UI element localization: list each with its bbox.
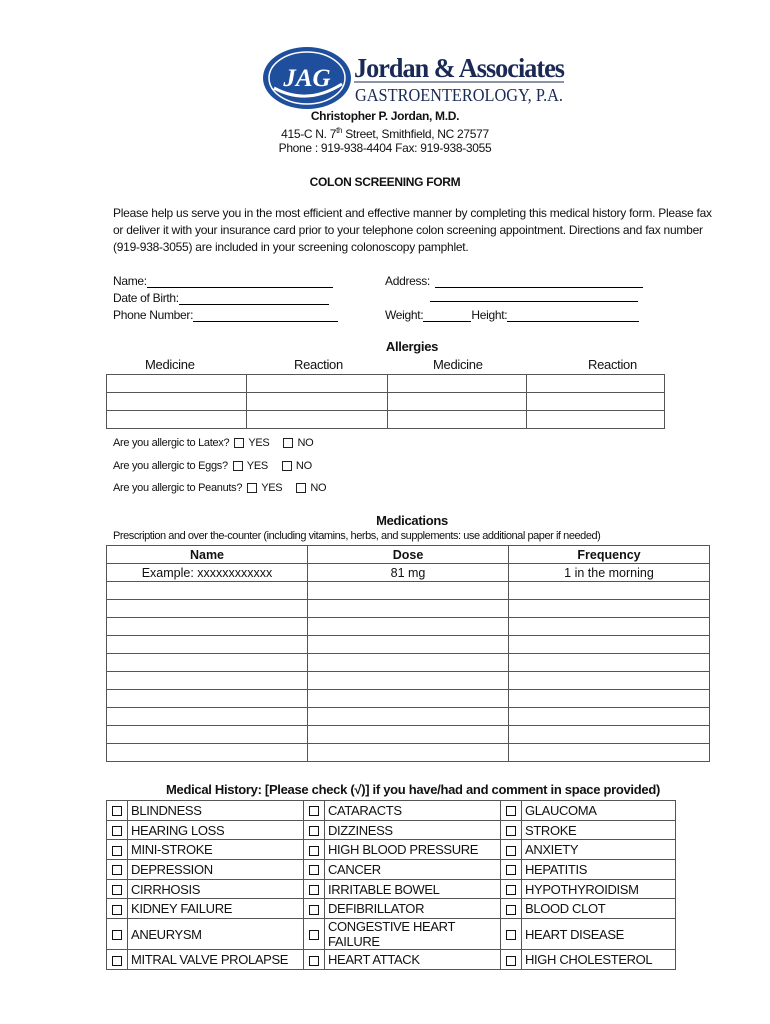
condition-checkbox[interactable]	[107, 950, 128, 970]
medication-dose-cell[interactable]	[308, 672, 509, 690]
condition-checkbox[interactable]	[501, 899, 522, 919]
condition-checkbox[interactable]	[304, 919, 325, 950]
medication-dose-cell[interactable]	[308, 618, 509, 636]
medical-history-row	[107, 879, 676, 899]
medication-dose-cell[interactable]	[308, 744, 509, 762]
condition-label: CONGESTIVE HEART FAILURE	[325, 919, 501, 950]
medications-subtitle: Prescription and over the-counter (including vitamins, herbs, and supplements: use additional paper if needed)	[113, 530, 601, 542]
weight-height-field[interactable]	[385, 306, 639, 322]
condition-checkbox[interactable]	[501, 840, 522, 860]
medications-title: Medications	[376, 513, 448, 528]
address-field[interactable]	[385, 272, 643, 288]
medication-row	[107, 600, 710, 618]
medication-row	[107, 690, 710, 708]
medical-history-title: Medical History: [Please check (√)] if you have/had and comment in space provided)	[165, 782, 660, 797]
condition-checkbox[interactable]	[304, 840, 325, 860]
condition-label: MITRAL VALVE PROLAPSE	[128, 950, 304, 970]
address-line-2[interactable]	[430, 289, 638, 302]
condition-checkbox[interactable]	[501, 919, 522, 950]
medication-row	[107, 744, 710, 762]
allergy-reaction-header-2: Reaction	[588, 357, 637, 372]
condition-label: CANCER	[325, 860, 501, 880]
example-name: Example: xxxxxxxxxxxx	[107, 564, 308, 582]
condition-checkbox[interactable]	[501, 801, 522, 821]
allergy-medicine-header-2: Medicine	[433, 357, 483, 372]
medication-dose-cell[interactable]	[308, 636, 509, 654]
logo-name: Jordan & Associates	[354, 53, 565, 83]
medication-frequency-cell[interactable]	[509, 654, 710, 672]
condition-label: HIGH CHOLESTEROL	[522, 950, 676, 970]
peanuts-yes-checkbox[interactable]	[247, 483, 257, 493]
medication-row	[107, 618, 710, 636]
condition-label: DEFIBRILLATOR	[325, 899, 501, 919]
medication-row	[107, 582, 710, 600]
form-title: COLON SCREENING FORM	[309, 175, 461, 189]
medication-row	[107, 636, 710, 654]
condition-label: DIZZINESS	[325, 820, 501, 840]
medication-name-cell[interactable]	[107, 708, 308, 726]
condition-checkbox[interactable]	[501, 950, 522, 970]
latex-allergy-question: Are you allergic to Latex? YES NO	[113, 437, 314, 449]
medical-history-row	[107, 820, 676, 840]
condition-label: HEART DISEASE	[522, 919, 676, 950]
phone-field[interactable]	[113, 306, 338, 322]
weight-label: Weight:	[385, 308, 424, 322]
allergies-table	[106, 374, 665, 429]
medication-frequency-cell[interactable]	[509, 618, 710, 636]
medication-row	[107, 726, 710, 744]
condition-checkbox[interactable]	[107, 919, 128, 950]
eggs-no-checkbox[interactable]	[282, 461, 292, 471]
phone-label: Phone Number:	[113, 308, 194, 322]
peanuts-allergy-question: Are you allergic to Peanuts? YES NO	[113, 482, 327, 494]
med-frequency-header: Frequency	[509, 546, 710, 564]
medication-frequency-cell[interactable]	[509, 690, 710, 708]
dob-label: Date of Birth:	[113, 291, 179, 305]
eggs-yes-checkbox[interactable]	[233, 461, 243, 471]
medication-dose-cell[interactable]	[308, 726, 509, 744]
condition-checkbox[interactable]	[107, 801, 128, 821]
condition-checkbox[interactable]	[304, 820, 325, 840]
doctor-name: Christopher P. Jordan, M.D.	[310, 109, 460, 123]
condition-checkbox[interactable]	[501, 860, 522, 880]
medication-dose-cell[interactable]	[308, 690, 509, 708]
medication-frequency-cell[interactable]	[509, 708, 710, 726]
medication-dose-cell[interactable]	[308, 708, 509, 726]
condition-checkbox[interactable]	[107, 860, 128, 880]
medication-frequency-cell[interactable]	[509, 672, 710, 690]
medical-history-row	[107, 950, 676, 970]
medication-name-cell[interactable]	[107, 744, 308, 762]
condition-label: HIGH BLOOD PRESSURE	[325, 840, 501, 860]
logo-initials: JAG	[283, 65, 331, 92]
medication-frequency-cell[interactable]	[509, 600, 710, 618]
condition-checkbox[interactable]	[304, 801, 325, 821]
medical-history-row	[107, 840, 676, 860]
medication-row	[107, 654, 710, 672]
practice-address: 415-C N. 7th Street, Smithfield, NC 27577	[281, 126, 489, 141]
condition-label: DEPRESSION	[128, 860, 304, 880]
latex-yes-checkbox[interactable]	[234, 438, 244, 448]
medication-name-cell[interactable]	[107, 600, 308, 618]
condition-checkbox[interactable]	[501, 820, 522, 840]
example-dose: 81 mg	[308, 564, 509, 582]
name-field[interactable]	[113, 272, 333, 288]
condition-label: ANXIETY	[522, 840, 676, 860]
height-label: Height:	[471, 308, 508, 322]
medication-name-cell[interactable]	[107, 636, 308, 654]
condition-label: ANEURYSM	[128, 919, 304, 950]
latex-no-checkbox[interactable]	[283, 438, 293, 448]
condition-label: MINI-STROKE	[128, 840, 304, 860]
medication-row	[107, 708, 710, 726]
condition-checkbox[interactable]	[107, 820, 128, 840]
condition-label: CIRRHOSIS	[128, 879, 304, 899]
medication-name-cell[interactable]	[107, 618, 308, 636]
condition-label: GLAUCOMA	[522, 801, 676, 821]
med-name-header: Name	[107, 546, 308, 564]
condition-label: BLOOD CLOT	[522, 899, 676, 919]
eggs-allergy-question: Are you allergic to Eggs? YES NO	[113, 460, 312, 472]
medication-frequency-cell[interactable]	[509, 636, 710, 654]
condition-label: STROKE	[522, 820, 676, 840]
condition-checkbox[interactable]	[107, 879, 128, 899]
medication-row	[107, 672, 710, 690]
medication-frequency-cell[interactable]	[509, 726, 710, 744]
medical-history-table	[106, 800, 676, 970]
condition-checkbox[interactable]	[107, 899, 128, 919]
condition-label: IRRITABLE BOWEL	[325, 879, 501, 899]
condition-checkbox[interactable]	[304, 950, 325, 970]
medication-name-cell[interactable]	[107, 672, 308, 690]
condition-label: KIDNEY FAILURE	[128, 899, 304, 919]
logo-subtitle: GASTROENTEROLOGY, P.A.	[355, 85, 563, 105]
condition-label: HEPATITIS	[522, 860, 676, 880]
medication-name-cell[interactable]	[107, 582, 308, 600]
medication-frequency-cell[interactable]	[509, 582, 710, 600]
dob-field[interactable]	[113, 289, 329, 305]
medication-name-cell[interactable]	[107, 726, 308, 744]
medical-history-row	[107, 919, 676, 950]
condition-label: CATARACTS	[325, 801, 501, 821]
example-frequency: 1 in the morning	[509, 564, 710, 582]
medication-dose-cell[interactable]	[308, 582, 509, 600]
address-label: Address:	[385, 274, 430, 288]
medication-dose-cell[interactable]	[308, 654, 509, 672]
allergy-reaction-header-1: Reaction	[294, 357, 343, 372]
medication-name-cell[interactable]	[107, 690, 308, 708]
intro-paragraph: Please help us serve you in the most efficient and effective manner by completing this medical history form. Please fax or deliver it with your insurance card prior to your telephone colon screening appointment. Directions and fax number (919-938-3055) are included in your screening colonoscopy pamphlet.	[113, 206, 712, 254]
peanuts-no-checkbox[interactable]	[296, 483, 306, 493]
medication-frequency-cell[interactable]	[509, 744, 710, 762]
medical-history-row	[107, 801, 676, 821]
name-label: Name:	[113, 274, 147, 288]
med-dose-header: Dose	[308, 546, 509, 564]
condition-checkbox[interactable]	[107, 840, 128, 860]
practice-logo	[262, 44, 572, 116]
practice-phone-fax: Phone : 919-938-4404 Fax: 919-938-3055	[278, 141, 492, 155]
condition-checkbox[interactable]	[501, 879, 522, 899]
condition-label: BLINDNESS	[128, 801, 304, 821]
medications-table	[106, 545, 710, 762]
allergy-medicine-header-1: Medicine	[145, 357, 195, 372]
medical-history-row	[107, 860, 676, 880]
medical-history-row	[107, 899, 676, 919]
allergies-title: Allergies	[385, 339, 439, 354]
medication-name-cell[interactable]	[107, 654, 308, 672]
condition-label: HYPOTHYROIDISM	[522, 879, 676, 899]
condition-label: HEARING LOSS	[128, 820, 304, 840]
condition-checkbox[interactable]	[304, 860, 325, 880]
condition-checkbox[interactable]	[304, 879, 325, 899]
condition-checkbox[interactable]	[304, 899, 325, 919]
condition-label: HEART ATTACK	[325, 950, 501, 970]
medication-dose-cell[interactable]	[308, 600, 509, 618]
